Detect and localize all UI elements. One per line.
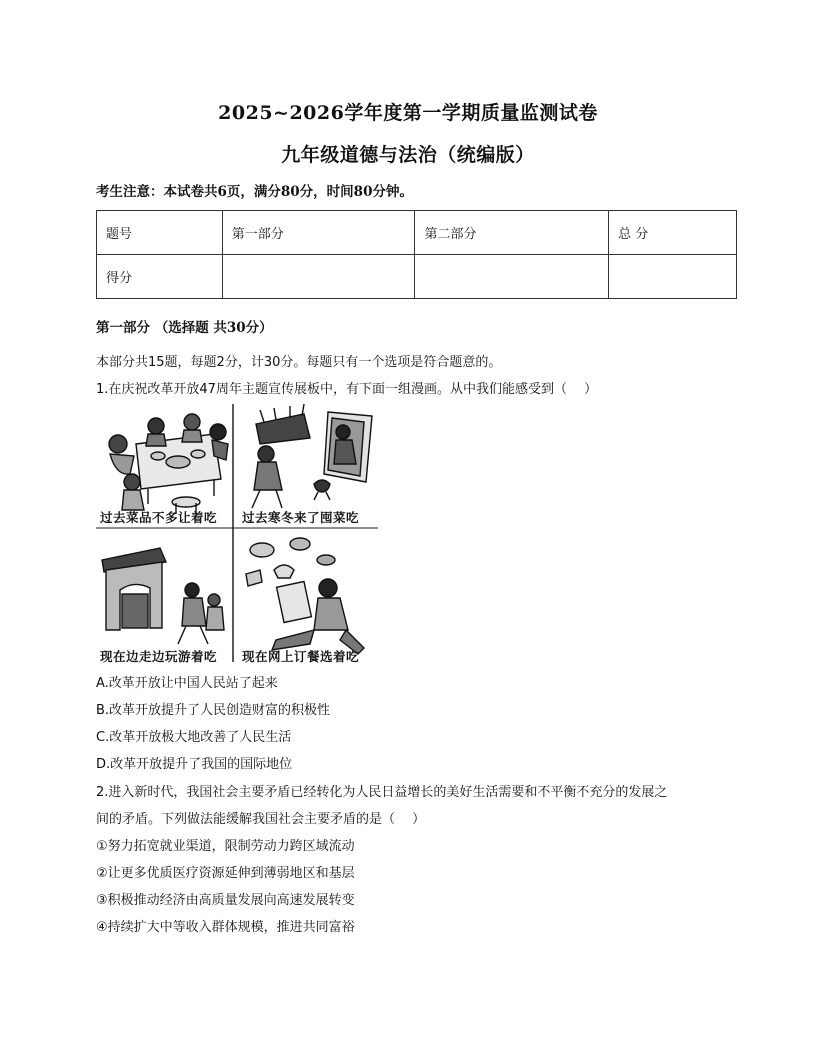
question-1-option-a[interactable]: A.改革开放让中国人民站了起来 [96,676,278,691]
score-cell-part2[interactable] [415,255,609,299]
score-table-header: 总 分 [609,211,737,255]
question-2-option-2[interactable]: ②让更多优质医疗资源延伸到薄弱地区和基层 [96,866,355,881]
question-2-option-1[interactable]: ①努力拓宽就业渠道，限制劳动力跨区域流动 [96,839,355,854]
question-2-stem-continued: 间的矛盾。下列做法能缓解我国社会主要矛盾的是（ ） [96,812,426,827]
question-2-option-4[interactable]: ④持续扩大中等收入群体规模，推进共同富裕 [96,920,355,935]
cartoon-caption: 过去寒冬来了囤菜吃 [242,510,360,525]
question-1-option-d[interactable]: D.改革开放提升了我国的国际地位 [96,757,293,772]
exam-notice: 考生注意：本试卷共6页，满分80分，时间80分钟。 [96,184,413,200]
panel-stockpiling [252,404,372,508]
exam-subtitle: 九年级道德与法治（统编版） [281,144,535,166]
question-1-option-b[interactable]: B.改革开放提升了人民创造财富的积极性 [96,703,331,718]
score-row-label: 得分 [97,255,223,299]
score-cell-total[interactable] [609,255,737,299]
score-table-header: 第一部分 [222,211,415,255]
cartoon-caption: 现在网上订餐选着吃 [242,649,360,664]
cartoon-caption: 过去菜品不多让着吃 [100,510,218,525]
panel-traveling [102,548,224,644]
question-2-stem: 2.进入新时代，我国社会主要矛盾已经转化为人民日益增长的美好生活需要和不平衡不充分的发展之 [96,785,668,800]
section-intro: 本部分共15题，每题2分，计30分。每题只有一个选项是符合题意的。 [96,355,502,370]
score-cell-part1[interactable] [222,255,415,299]
panel-family-table [109,414,228,514]
question-1-option-c[interactable]: C.改革开放极大地改善了人民生活 [96,730,292,745]
section-title: 第一部分 （选择题 共30分） [96,320,273,336]
score-table [96,210,737,299]
cartoon-illustration [96,404,378,666]
score-table-header: 第二部分 [415,211,609,255]
score-table-row [97,255,737,299]
panel-ordering-online [246,538,364,654]
cartoon-caption: 现在边走边玩游着吃 [100,649,218,664]
exam-title: 2025~2026学年度第一学期质量监测试卷 [218,102,598,124]
question-2-option-3[interactable]: ③积极推动经济由高质量发展向高速发展转变 [96,893,355,908]
question-1-stem: 1.在庆祝改革开放47周年主题宣传展板中，有下面一组漫画。从中我们能感受到（ ） [96,382,598,397]
score-table-header: 题号 [97,211,223,255]
score-table-header-row [97,211,737,255]
